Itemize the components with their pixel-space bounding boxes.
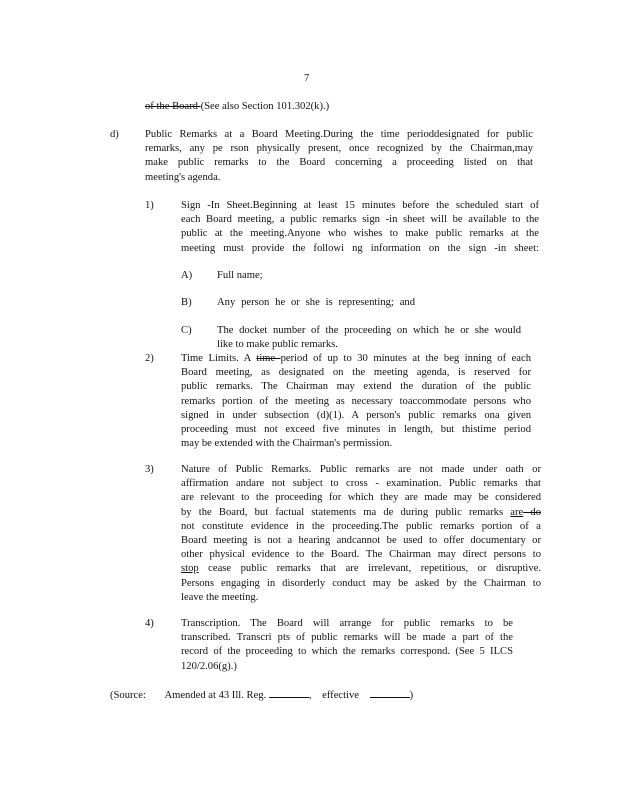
text-line: record of the proceeding to which the remarks correspond. (See 5 ILCS — [181, 646, 513, 658]
source-label: (Source: — [110, 690, 146, 701]
text-line: public remarks. The Chairman may extend the duration of the public — [181, 381, 531, 393]
sub-c-marker: C) — [181, 325, 192, 336]
text-segment: Time Limits. A — [181, 353, 257, 364]
struck-text: time — [256, 353, 281, 364]
text-line: The docket number of the proceeding on which he or she would — [217, 325, 521, 336]
effective-date-blank — [370, 687, 410, 698]
continuation-line — [145, 100, 329, 114]
item-4-paragraph — [181, 617, 513, 674]
underlined-text: stop — [181, 563, 199, 575]
item-2-paragraph — [181, 352, 531, 451]
source-close: ) — [409, 690, 414, 701]
text-line: meeting's agenda. — [145, 171, 221, 183]
continuation-text: (See also Section 101.302(k).) — [200, 101, 330, 112]
text-line: each Board meeting, a public remarks sign -in sheet will be available to the — [181, 214, 539, 226]
text-line — [181, 352, 531, 366]
text-line: Board meeting is not a hearing andcannot be used to offer documentary or — [181, 535, 541, 547]
item-1-marker: 1) — [145, 200, 154, 211]
sub-c-text — [217, 324, 521, 352]
source-line — [110, 687, 413, 703]
text-line: may be extended with the Chairman's permission. — [181, 438, 393, 450]
text-line: signed in under subsection (d)(1). A person's public remarks ona given — [181, 409, 531, 421]
text-line: public at the meeting.Anyone who wishes to make public remarks at the — [181, 228, 539, 240]
text-segment: by the Board, but factual statements ma de during public remarks — [181, 506, 511, 518]
text-line: remarks, any pe rson physically present, once recognized by the Chairman,may — [145, 143, 533, 155]
register-blank — [269, 687, 309, 698]
text-line: make public remarks to the Board concerning a proceeding listed on that — [145, 157, 533, 169]
text-line: Transcription. The Board will arrange for public remarks to be — [181, 618, 513, 629]
item-4-marker: 4) — [145, 618, 154, 629]
text-line: transcribed. Transcri pts of public remarks will be made a part of the — [181, 632, 513, 644]
text-segment: period of up to 30 minutes at the beg inning of each — [280, 353, 531, 364]
item-1-paragraph — [181, 199, 539, 256]
text-line: Board meeting, as designated on the meeting agenda, is reserved for — [181, 367, 531, 379]
source-amended: Amended at 43 Ill. Reg. — [164, 690, 267, 701]
text-line: Public Remarks at a Board Meeting.During the time perioddesignated for public — [145, 129, 533, 140]
text-line: are relevant to the proceeding for which they are made may be considered — [181, 492, 541, 504]
text-line: remarks portion of the meeting as necessary toaccommodate persons who — [181, 395, 531, 407]
text-line: not constitute evidence in the proceeding.The public remarks portion of a — [181, 520, 541, 532]
text-line: proceeding must not exceed five minutes in length, but thistime period — [181, 424, 531, 436]
sub-a-marker: A) — [181, 270, 193, 281]
text-line — [181, 562, 541, 576]
text-line: Persons engaging in disorderly conduct may be asked by the Chairman to — [181, 577, 541, 589]
sub-b-text — [217, 296, 415, 310]
page-number: 7 — [304, 73, 310, 84]
item-3-marker: 3) — [145, 464, 154, 475]
text-line: Sign -In Sheet.Beginning at least 15 minutes before the scheduled start of — [181, 200, 539, 211]
sub-a-text: Full name; — [217, 270, 263, 281]
text-line: other physical evidence to the Board. The Chairman may direct persons to — [181, 549, 541, 561]
text-line: 120/2.06(g).) — [181, 660, 237, 672]
text-line: Any person he or she is representing; and — [217, 297, 415, 308]
section-d-marker: d) — [110, 129, 119, 140]
text-line: leave the meeting. — [181, 591, 259, 603]
text-line: meeting must provide the followi ng information on the sign -in sheet: — [181, 242, 539, 254]
sub-b-marker: B) — [181, 297, 192, 308]
text-line: like to make public remarks. — [217, 339, 338, 351]
item-2-marker: 2) — [145, 353, 154, 364]
struck-text: of the Board — [145, 101, 201, 112]
source-comma: , — [308, 690, 312, 701]
section-d-paragraph — [145, 128, 533, 185]
item-3-paragraph — [181, 463, 541, 605]
text-line: affirmation andare not subject to cross - examination. Public remarks that — [181, 478, 541, 490]
text-segment: cease public remarks that are irrelevant, repetitious, or disruptive. — [198, 563, 541, 575]
text-line — [181, 506, 541, 520]
text-line: Nature of Public Remarks. Public remarks are not made under oath or — [181, 464, 541, 475]
underlined-text: are — [510, 506, 524, 518]
source-effective: effective — [322, 690, 359, 701]
struck-text: do — [523, 506, 541, 518]
